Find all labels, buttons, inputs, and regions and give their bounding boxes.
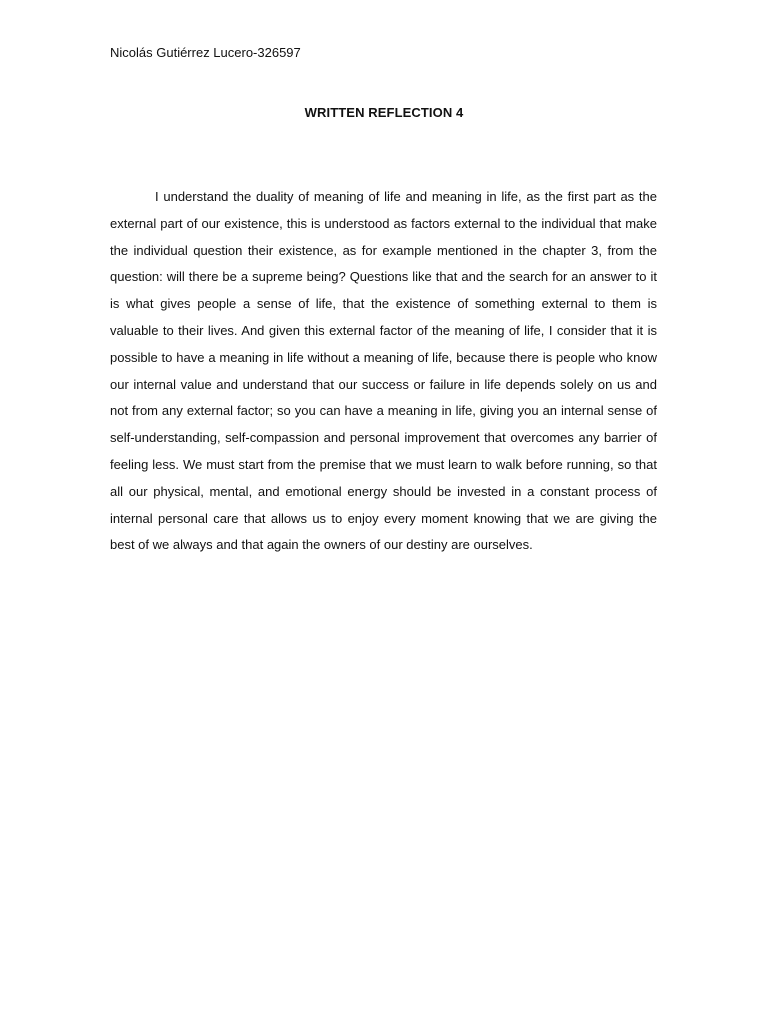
author-line: Nicolás Gutiérrez Lucero-326597 (110, 45, 301, 60)
body-paragraph: I understand the duality of meaning of life and meaning in life, as the first part as the external part of our existence, this is understood as factors external to the individual that make the individual question their existence, as for example mentioned in the chapter 3, from the question: will there be a supreme being? Questions like that and the search for an answer to it is what gives people a sense of life, that the existence of something external to them is valuable to their lives. And given this external factor of the meaning of life, I consider that it is possible to have a meaning in life without a meaning of life, because there is people who know our internal value and understand that our success or failure in life depends solely on us and not from any external factor; so you can have a meaning in life, giving you an internal sense of self-understanding, self-compassion and personal improvement that overcomes any barrier of feeling less. We must start from the premise that we must learn to walk before running, so that all our physical, mental, and emotional energy should be invested in a constant process of internal personal care that allows us to enjoy every moment knowing that we are giving the best of we always and that again the owners of our destiny are ourselves. (110, 189, 657, 553)
document-title: WRITTEN REFLECTION 4 (304, 105, 464, 120)
